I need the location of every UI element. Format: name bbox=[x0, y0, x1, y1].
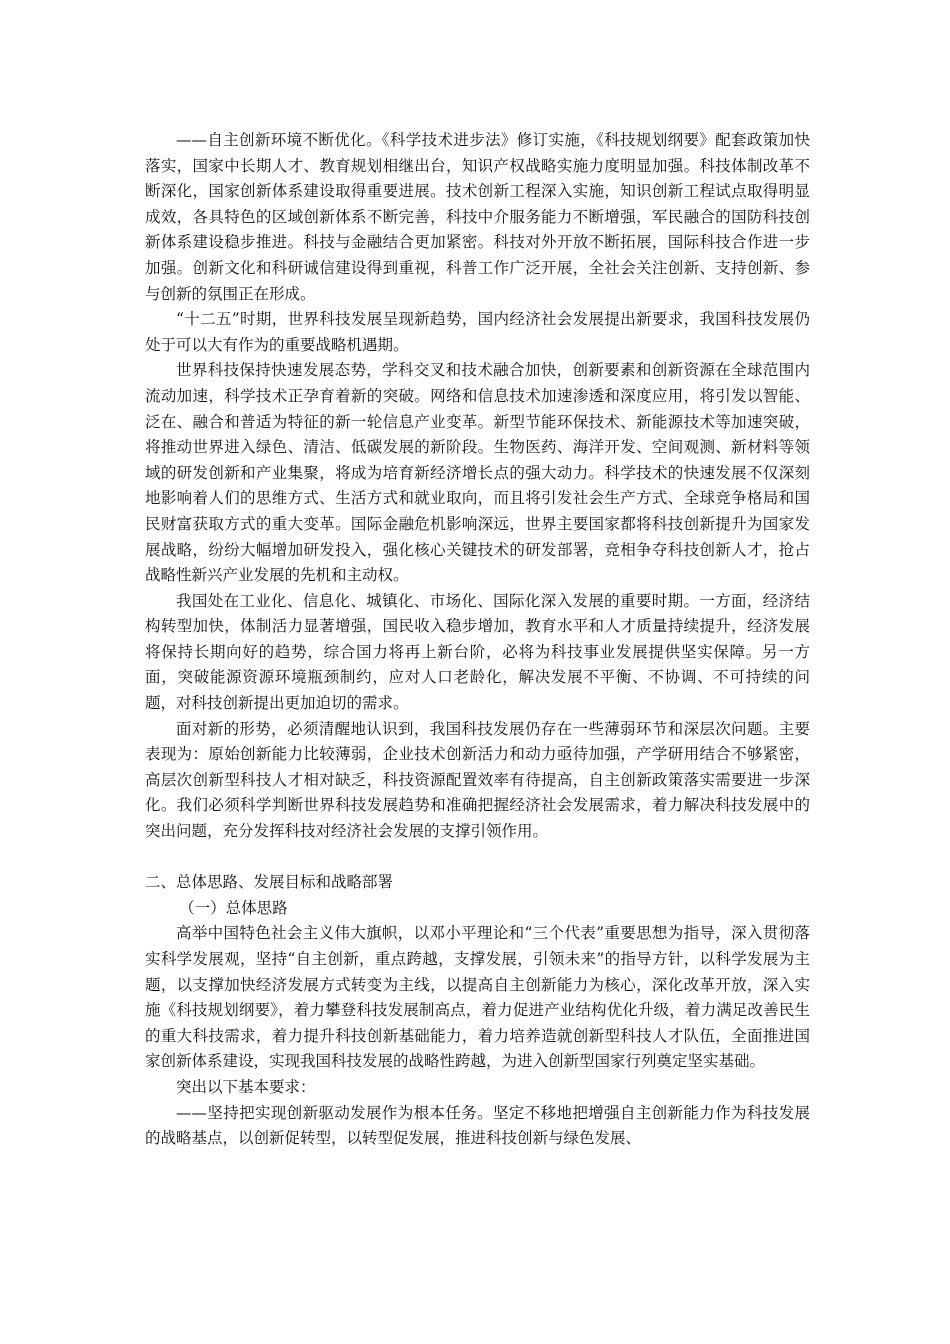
section-heading: 二、总体思路、发展目标和战略部署 bbox=[145, 873, 394, 892]
paragraph-basic-requirements: 突出以下基本要求： bbox=[176, 1077, 316, 1096]
paragraph-china-development: 我国处在工业化、信息化、城镇化、市场化、国际化深入发展的重要时期。一方面，经济结构转型加快，体制活力显著增强，国民收入稳步增加，教育水平和人才质量持续提升，经济发展将保持长期向好的趋势，综合国力将再上新台阶，必将为科技事业发展提供坚实保障。另一方面，突破能源资源环境瓶颈制约，应对人口老龄化，解决发展不平衡、不协调、不可持续的问题，对科技创新提出更加迫切的需求。 bbox=[145, 591, 810, 713]
paragraph-world-sci-tech: 世界科技保持快速发展态势，学科交叉和技术融合加快，创新要素和创新资源在全球范围内流动加速，科学技术正孕育着新的突破。网络和信息技术加速渗透和深度应用，将引发以智能、泛在、融合和普适为特征的新一轮信息产业变革。新型节能环保技术、新能源技术等加速突破，将推动世界进入绿色、清洁、低碳发展的新阶段。生物医药、海洋开发、空间观测、新材料等领域的研发创新和产业集聚，将成为培育新经济增长点的强大动力。科学技术的快速发展不仅深刻地影响着人们的思维方式、生活方式和就业取向，而且将引发社会生产方式、全球竞争格局和国民财富获取方式的重大变革。国际金融危机影响深远，世界主要国家都将科技创新提升为国家发展战略，纷纷大幅增加研发投入，强化核心关键技术的研发部署，竞相争夺科技创新人才，抢占战略性新兴产业发展的先机和主动权。 bbox=[145, 361, 810, 585]
paragraph-innovation-driven: ——坚持把实现创新驱动发展作为根本任务。坚定不移地把增强自主创新能力作为科技发展的战略基点，以创新促转型，以转型促发展，推进科技创新与绿色发展、 bbox=[145, 1103, 810, 1148]
paragraph-overall-approach: 高举中国特色社会主义伟大旗帜，以邓小平理论和“三个代表”重要思想为指导，深入贯彻落实科学发展观，坚持“自主创新，重点跨越，支撑发展，引领未来”的指导方针，以科学发展为主题，以支撑加快经济发展方式转变为主线，以提高自主创新能力为核心，深化改革开放，深入实施《科技规划纲要》，着力攀登科技发展制高点，着力促进产业结构优化升级，着力满足改善民生的重大科技需求，着力提升科技创新基础能力，着力培养造就创新型科技人才队伍，全面推进国家创新体系建设，实现我国科技发展的战略性跨越，为进入创新型国家行列奠定坚实基础。 bbox=[145, 924, 810, 1071]
document-body bbox=[145, 128, 810, 1152]
paragraph-twelfth-five-year: “十二五”时期，世界科技发展呈现新趋势，国内经济社会发展提出新要求，我国科技发展仍处于可以大有作为的重要战略机遇期。 bbox=[145, 310, 810, 354]
paragraph-weaknesses: 面对新的形势，必须清醒地认识到，我国科技发展仍存在一些薄弱环节和深层次问题。主要表现为：原始创新能力比较薄弱，企业技术创新活力和动力亟待加强，产学研用结合不够紧密，高层次创新型科技人才相对缺乏，科技资源配置效率有待提高，自主创新政策落实需要进一步深化。我们必须科学判断世界科技发展趋势和准确把握经济社会发展需求，着力解决科技发展中的突出问题，充分发挥科技对经济社会发展的支撑引领作用。 bbox=[145, 719, 810, 841]
subsection-heading: （一）总体思路 bbox=[179, 898, 288, 917]
section-gap bbox=[145, 845, 810, 871]
paragraph-innovation-environment: ——自主创新环境不断优化。《科学技术进步法》修订实施，《科技规划纲要》配套政策加快落实，国家中长期人才、教育规划相继出台，知识产权战略实施力度明显加强。科技体制改革不断深化，国家创新体系建设取得重要进展。技术创新工程深入实施，知识创新工程试点取得明显成效，各具特色的区域创新体系不断完善，科技中介服务能力不断增强，军民融合的国防科技创新体系建设稳步推进。科技与金融结合更加紧密。科技对外开放不断拓展，国际科技合作进一步加强。创新文化和科研诚信建设得到重视，科普工作广泛开展，全社会关注创新、支持创新、参与创新的氛围正在形成。 bbox=[145, 131, 810, 303]
